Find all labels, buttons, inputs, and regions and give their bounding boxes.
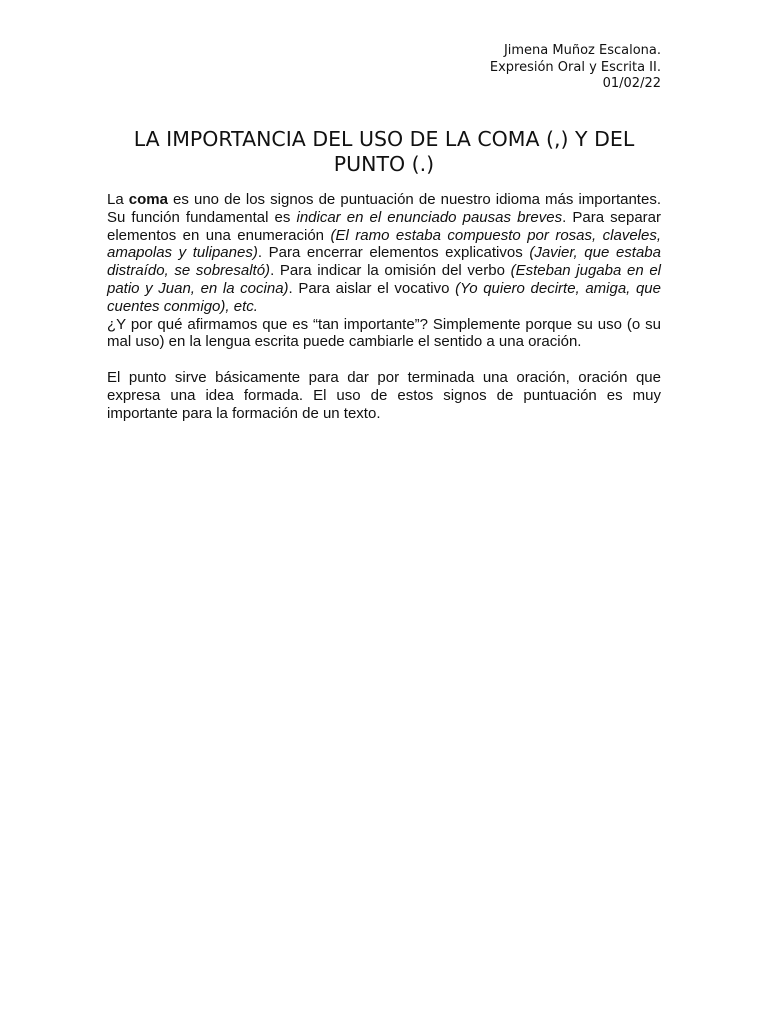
title-line-1: LA IMPORTANCIA DEL USO DE LA COMA (,) Y DEL	[133, 127, 635, 151]
document-body	[107, 191, 661, 422]
italic-example: (Esteban jugaba en el patio y Juan, en la cocina)	[107, 262, 661, 297]
italic-example: (Yo quiero decirte, amiga, que cuentes conmigo), etc.	[107, 279, 661, 315]
course-name: Expresión Oral y Escrita II.	[489, 59, 661, 75]
document-title	[107, 127, 661, 177]
text-run: . Para encerrar elementos explicativos	[257, 244, 530, 262]
bold-term-coma: coma	[128, 191, 168, 208]
text-run: . Para separar elementos en una enumeración	[107, 208, 661, 244]
paragraph-coma	[107, 191, 661, 316]
text-run: . Para aislar el vocativo	[288, 279, 456, 297]
italic-example: (Javier, que estaba distraído, se sobresaltó)	[107, 244, 661, 280]
title-line-2: PUNTO (.)	[333, 152, 435, 176]
italic-example: (El ramo estaba compuesto por rosas, claveles, amapolas y tulipanes)	[107, 226, 662, 262]
document-date: 01/02/22	[602, 76, 661, 91]
text-run: La	[107, 191, 129, 208]
author-name: Jimena Muñoz Escalona.	[503, 43, 661, 58]
text-run: . Para indicar la omisión del verbo	[270, 262, 511, 280]
paragraph-importance: ¿Y por qué afirmamos que es “tan importante”? Simplemente porque su uso (o su mal uso) en la lengua escrita puede cambiarle el sentido a una oración.	[107, 315, 661, 351]
italic-phrase: indicar en el enunciado pausas breves	[296, 208, 563, 226]
text-run: es uno de los signos de puntuación de nuestro idioma más importantes. Su función fundamental es	[107, 191, 661, 226]
paragraph-punto: El punto sirve básicamente para dar por terminada una oración, oración que expresa una idea formada. El uso de estos signos de puntuación es muy importante para la formación de un texto.	[107, 368, 661, 422]
document-header	[490, 43, 661, 93]
